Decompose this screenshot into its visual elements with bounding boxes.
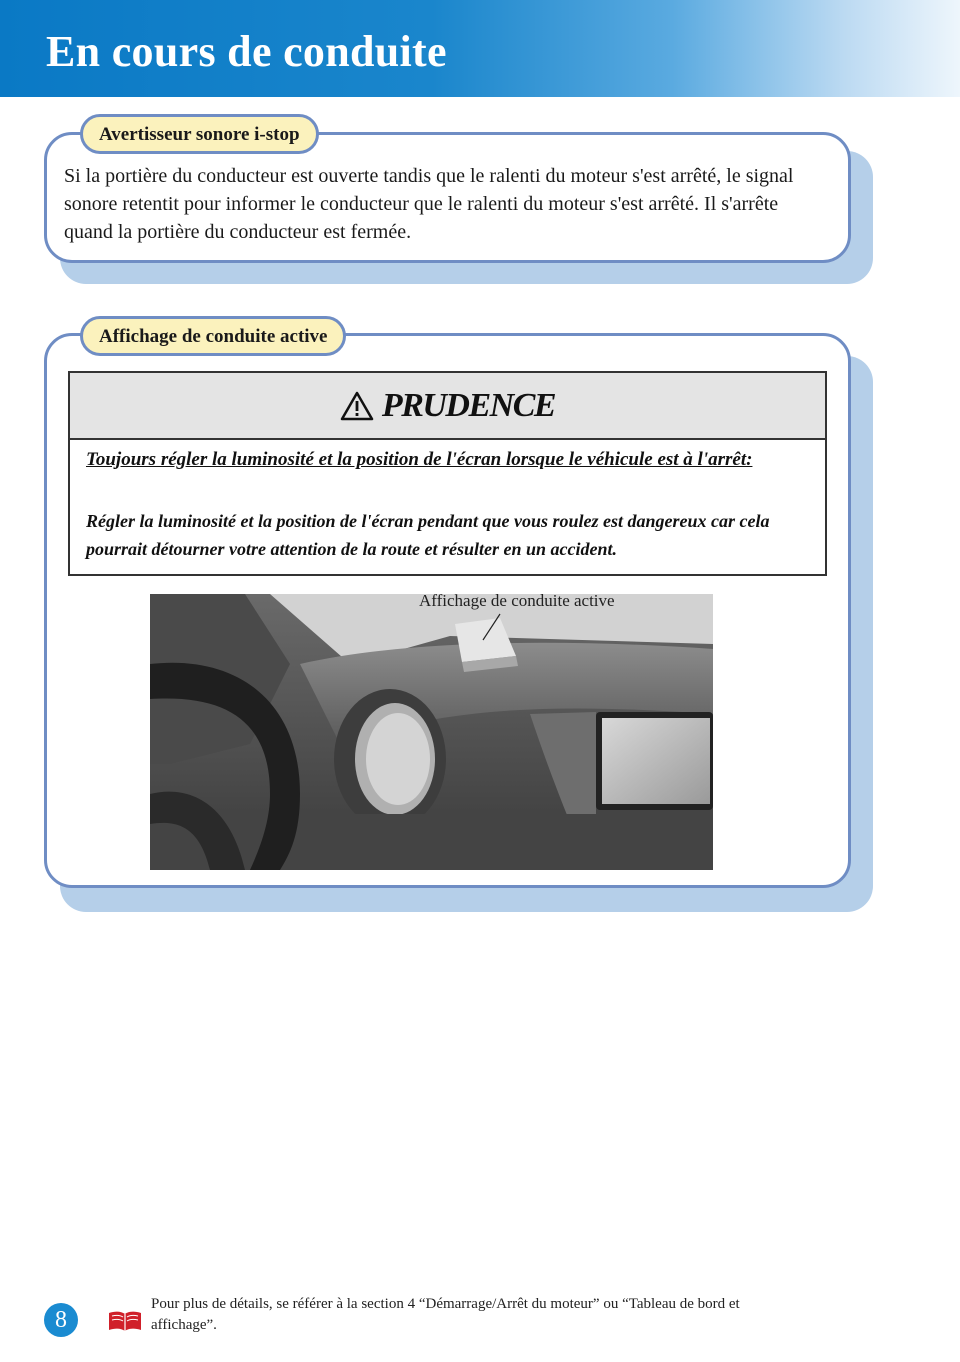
section1-text: Si la portière du conducteur est ouverte tandis que le ralenti du moteur s'est arrêté, le signal sonore retentit pour informer le conducteur que le ralenti du moteur s'est arrêté. Il s'arrête quand la portière du conducteur est fermée. xyxy=(64,165,794,243)
caution-header xyxy=(70,373,825,440)
book-icon xyxy=(108,1310,142,1332)
page-title: En cours de conduite xyxy=(46,27,447,76)
image-callout-label: Affichage de conduite active xyxy=(419,591,615,610)
section2-tab: Affichage de conduite active xyxy=(80,316,346,356)
caution-title: PRUDENCE xyxy=(381,386,556,424)
header-banner xyxy=(0,0,960,97)
warning-triangle-icon xyxy=(340,391,374,421)
page-number: 8 xyxy=(44,1303,78,1337)
caution-box xyxy=(68,371,827,576)
caution-body: Régler la luminosité et la position de l'écran pendant que vous roulez est dangereux car cela pourrait détourner votre attention de la route et résulter en un accident. xyxy=(86,511,770,559)
section1-tab: Avertisseur sonore i-stop xyxy=(80,114,319,154)
callout-line xyxy=(480,612,504,642)
dashboard-illustration xyxy=(150,594,713,870)
caution-lead: Toujours régler la luminosité et la position de l'écran lorsque le véhicule est à l'arrêt: xyxy=(86,449,753,470)
footer-reference: Pour plus de détails, se référer à la section 4 “Démarrage/Arrêt du moteur” ou “Tableau de bord et affichage”. xyxy=(151,1296,740,1333)
